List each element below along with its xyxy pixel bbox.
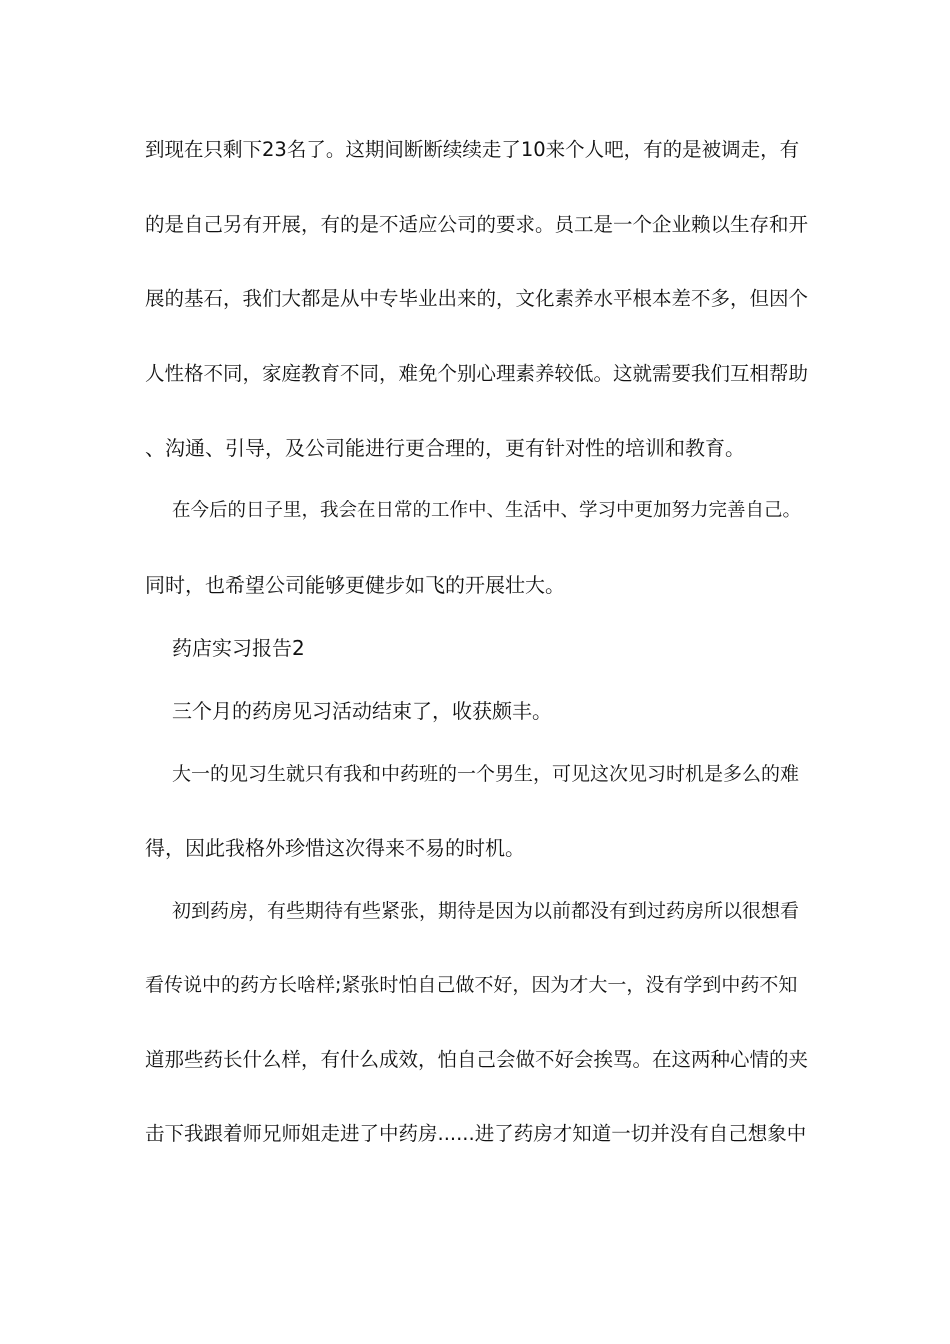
text-line: 得，因此我格外珍惜这次得来不易的时机。 bbox=[145, 836, 525, 860]
text-line: 同时，也希望公司能够更健步如飞的开展壮大。 bbox=[145, 573, 565, 597]
text-line: 看传说中的药方长啥样;紧张时怕自己做不好，因为才大一，没有学到中药不知 bbox=[145, 974, 798, 996]
text-line: 击下我跟着师兄师姐走进了中药房......进了药房才知道一切并没有自己想象中 bbox=[145, 1122, 807, 1145]
paragraph-start-line: 在今后的日子里，我会在日常的工作中、生活中、学习中更加努力完善自己。 bbox=[172, 500, 802, 521]
text-line: 、沟通、引导，及公司能进行更合理的，更有针对性的培训和教育。 bbox=[145, 436, 745, 460]
paragraph-start-line: 三个月的药房见习活动结束了，收获颇丰。 bbox=[172, 699, 552, 723]
text-line: 到现在只剩下23名了。这期间断断续续走了10来个人吧，有的是被调走，有 bbox=[145, 138, 800, 161]
text-line: 人性格不同，家庭教育不同，难免个别心理素养较低。这就需要我们互相帮助 bbox=[145, 362, 809, 385]
text-line: 道那些药长什么样，有什么成效，怕自己会做不好会挨骂。在这两种心情的夹 bbox=[145, 1048, 809, 1071]
section-heading: 药店实习报告2 bbox=[172, 636, 305, 660]
paragraph-start-line: 初到药房，有些期待有些紧张，期待是因为以前都没有到过药房所以很想看 bbox=[172, 900, 800, 922]
text-line: 展的基石，我们大都是从中专毕业出来的，文化素养水平根本差不多，但因个 bbox=[145, 287, 809, 310]
text-line: 的是自己另有开展，有的是不适应公司的要求。员工是一个企业赖以生存和开 bbox=[145, 213, 809, 236]
paragraph-start-line: 大一的见习生就只有我和中药班的一个男生，可见这次见习时机是多么的难 bbox=[172, 763, 800, 785]
